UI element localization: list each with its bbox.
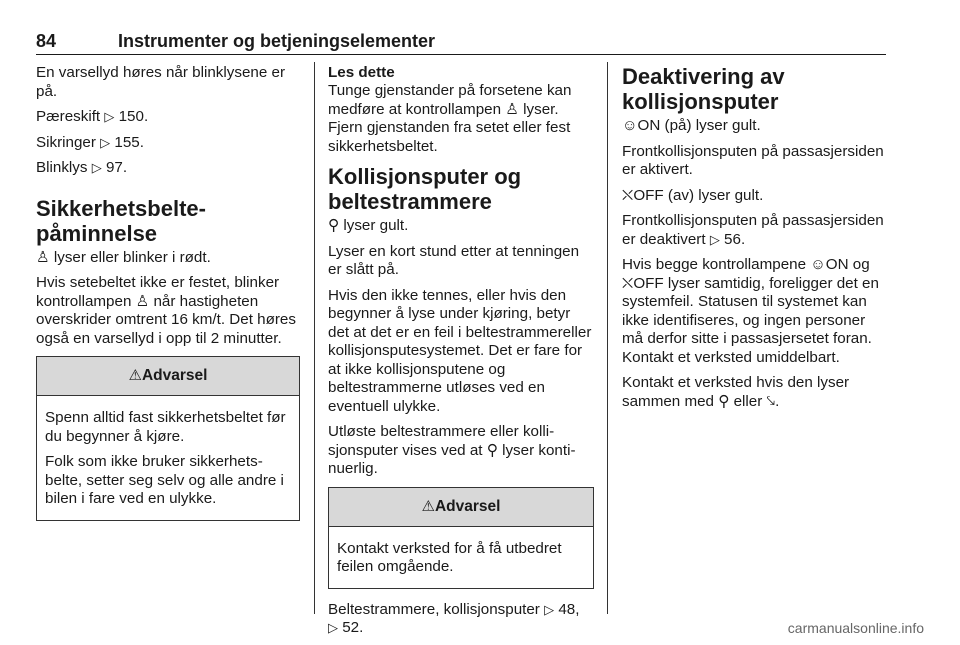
column-divider <box>314 62 315 614</box>
column-right <box>622 64 888 418</box>
warning-body <box>329 527 593 588</box>
warning-header: ⚠Advarsel <box>329 488 593 527</box>
airbag-warning-icon: ⚲ <box>486 441 498 459</box>
intro-paragraph: En varsellyd høres når blinklysene er på. <box>36 64 286 100</box>
airbag-warning-icon: ⚲ <box>718 392 730 410</box>
warning-body <box>37 396 299 520</box>
airbag-off-icon: ⛌ <box>622 186 634 204</box>
page-header <box>36 30 886 55</box>
page-link[interactable]: 56. <box>724 230 746 248</box>
page-link[interactable]: 52. <box>342 619 364 636</box>
airbag-on-icon: ☺ <box>622 117 638 134</box>
lamp-paragraph: ⚲ lyser gult. <box>328 217 409 234</box>
seatbelt-reminder-icon: ♙ <box>36 248 50 266</box>
page-link[interactable]: 150. <box>118 108 149 125</box>
seatbelt-reminder-icon: ♙ <box>505 100 519 118</box>
note-paragraph: Tunge gjenstander på forsetene kan medføre at kontrollampen ♙ lyser. Fjern gjenstanden fra setet eller fest sikkerhetsbeltet. <box>328 82 572 155</box>
body-paragraph: Hvis begge kontrollampene ☺ON og ⛌OFF lyser samtidig, foreligger det en systemfeil. Statusen til systemet kan ikke identifiseres, og ingen personer må derfor sitte i passasjersetet foran. Kontakt et verksted umiddelbart. <box>622 256 879 366</box>
seatbelt-reminder-icon: ♙ <box>135 292 150 310</box>
body-paragraph: Lyser en kort stund etter at tenningen er slått på. <box>328 242 580 278</box>
section-heading: Deaktivering av kollisjonsputer <box>622 64 785 114</box>
seatbelt-tensioner-icon: ⤥ <box>766 392 776 410</box>
warning-header: ⚠Advarsel <box>37 357 299 396</box>
column-left <box>36 64 300 521</box>
page-reference-arrow-icon: ▷ <box>544 601 555 617</box>
airbag-off-icon: ⛌ <box>622 274 634 292</box>
warning-text: Spenn alltid fast sikkerhetsbeltet før du begynner å kjøre. <box>45 409 286 445</box>
warning-text: Folk som ikke bruker sikkerhetsbelte, setter seg selv og alle andre i bilen i fare ved en ulykke. <box>45 453 284 507</box>
page-link[interactable]: 97. <box>105 159 128 176</box>
column-middle <box>328 64 594 645</box>
lamp-paragraph: ☺ON (på) lyser gult. <box>622 117 761 134</box>
body-paragraph: Hvis den ikke tennes, eller hvis den begynner å lyse under kjøring, betyr det at det er en feil i beltestrammereller kollisjonsputesystemet. Det er fare for at ikke kollisjonsputene og beltestrammerne utløses ved en eventuell ulykke. <box>328 286 592 415</box>
lamp-paragraph: ⛌OFF (av) lyser gult. <box>622 186 764 204</box>
warning-triangle-icon: ⚠ <box>128 367 142 384</box>
page-reference-arrow-icon: ▷ <box>709 231 720 247</box>
body-paragraph: Hvis setebeltet ikke er festet, blinker kontrollampen ♙ når hastigheten overskrider omtrent 16 km/t. Det høres også en varsellyd i opp til 2 minutter. <box>36 274 296 347</box>
note-label: Les dette <box>328 64 395 81</box>
airbag-warning-icon: ⚲ <box>328 217 340 234</box>
body-paragraph: Frontkollisjonsputen på passasjersiden er aktivert. <box>622 142 884 178</box>
body-paragraph: Utløste beltestrammere eller kollisjonsputer vises ved at ⚲ lyser kontinuerlig. <box>328 423 576 477</box>
warning-text: Kontakt verksted for å få utbedret feilen omgående. <box>337 539 562 575</box>
reference-line: Sikringer ▷ 155. <box>36 133 144 151</box>
chapter-title: Instrumenter og betjeningselementer <box>118 31 436 51</box>
section-heading: Kollisjonsputer og beltestrammere <box>328 164 522 214</box>
footer-reference: Beltestrammere, kollisjonsputer ▷ 48, ▷ 52. <box>328 600 580 636</box>
body-paragraph: Frontkollisjonsputen på passasjersiden er deaktivert ▷ 56. <box>622 212 884 248</box>
section-heading: Sikkerhetsbelte- påminnelse <box>36 195 206 246</box>
column-divider <box>607 62 608 614</box>
reference-line: Blinklys ▷ 97. <box>36 159 128 176</box>
reference-line: Pæreskift ▷ 150. <box>36 108 149 125</box>
page-link[interactable]: 155. <box>114 133 144 151</box>
watermark: carmanualsonline.info <box>787 620 924 636</box>
warning-box <box>36 356 300 521</box>
page-reference-arrow-icon: ▷ <box>104 109 115 124</box>
page-link[interactable]: 48, <box>558 600 580 618</box>
page-reference-arrow-icon: ▷ <box>328 620 338 635</box>
page-number: 84 <box>36 31 57 51</box>
page-reference-arrow-icon: ▷ <box>100 134 111 150</box>
warning-box <box>328 487 594 589</box>
lamp-paragraph: ♙ lyser eller blinker i rødt. <box>36 248 211 266</box>
warning-triangle-icon: ⚠ <box>421 497 435 515</box>
page-reference-arrow-icon: ▷ <box>91 160 102 175</box>
airbag-on-icon: ☺ <box>810 256 826 273</box>
body-paragraph: Kontakt et verksted hvis den lyser sammen med ⚲ eller ⤥. <box>622 374 850 410</box>
